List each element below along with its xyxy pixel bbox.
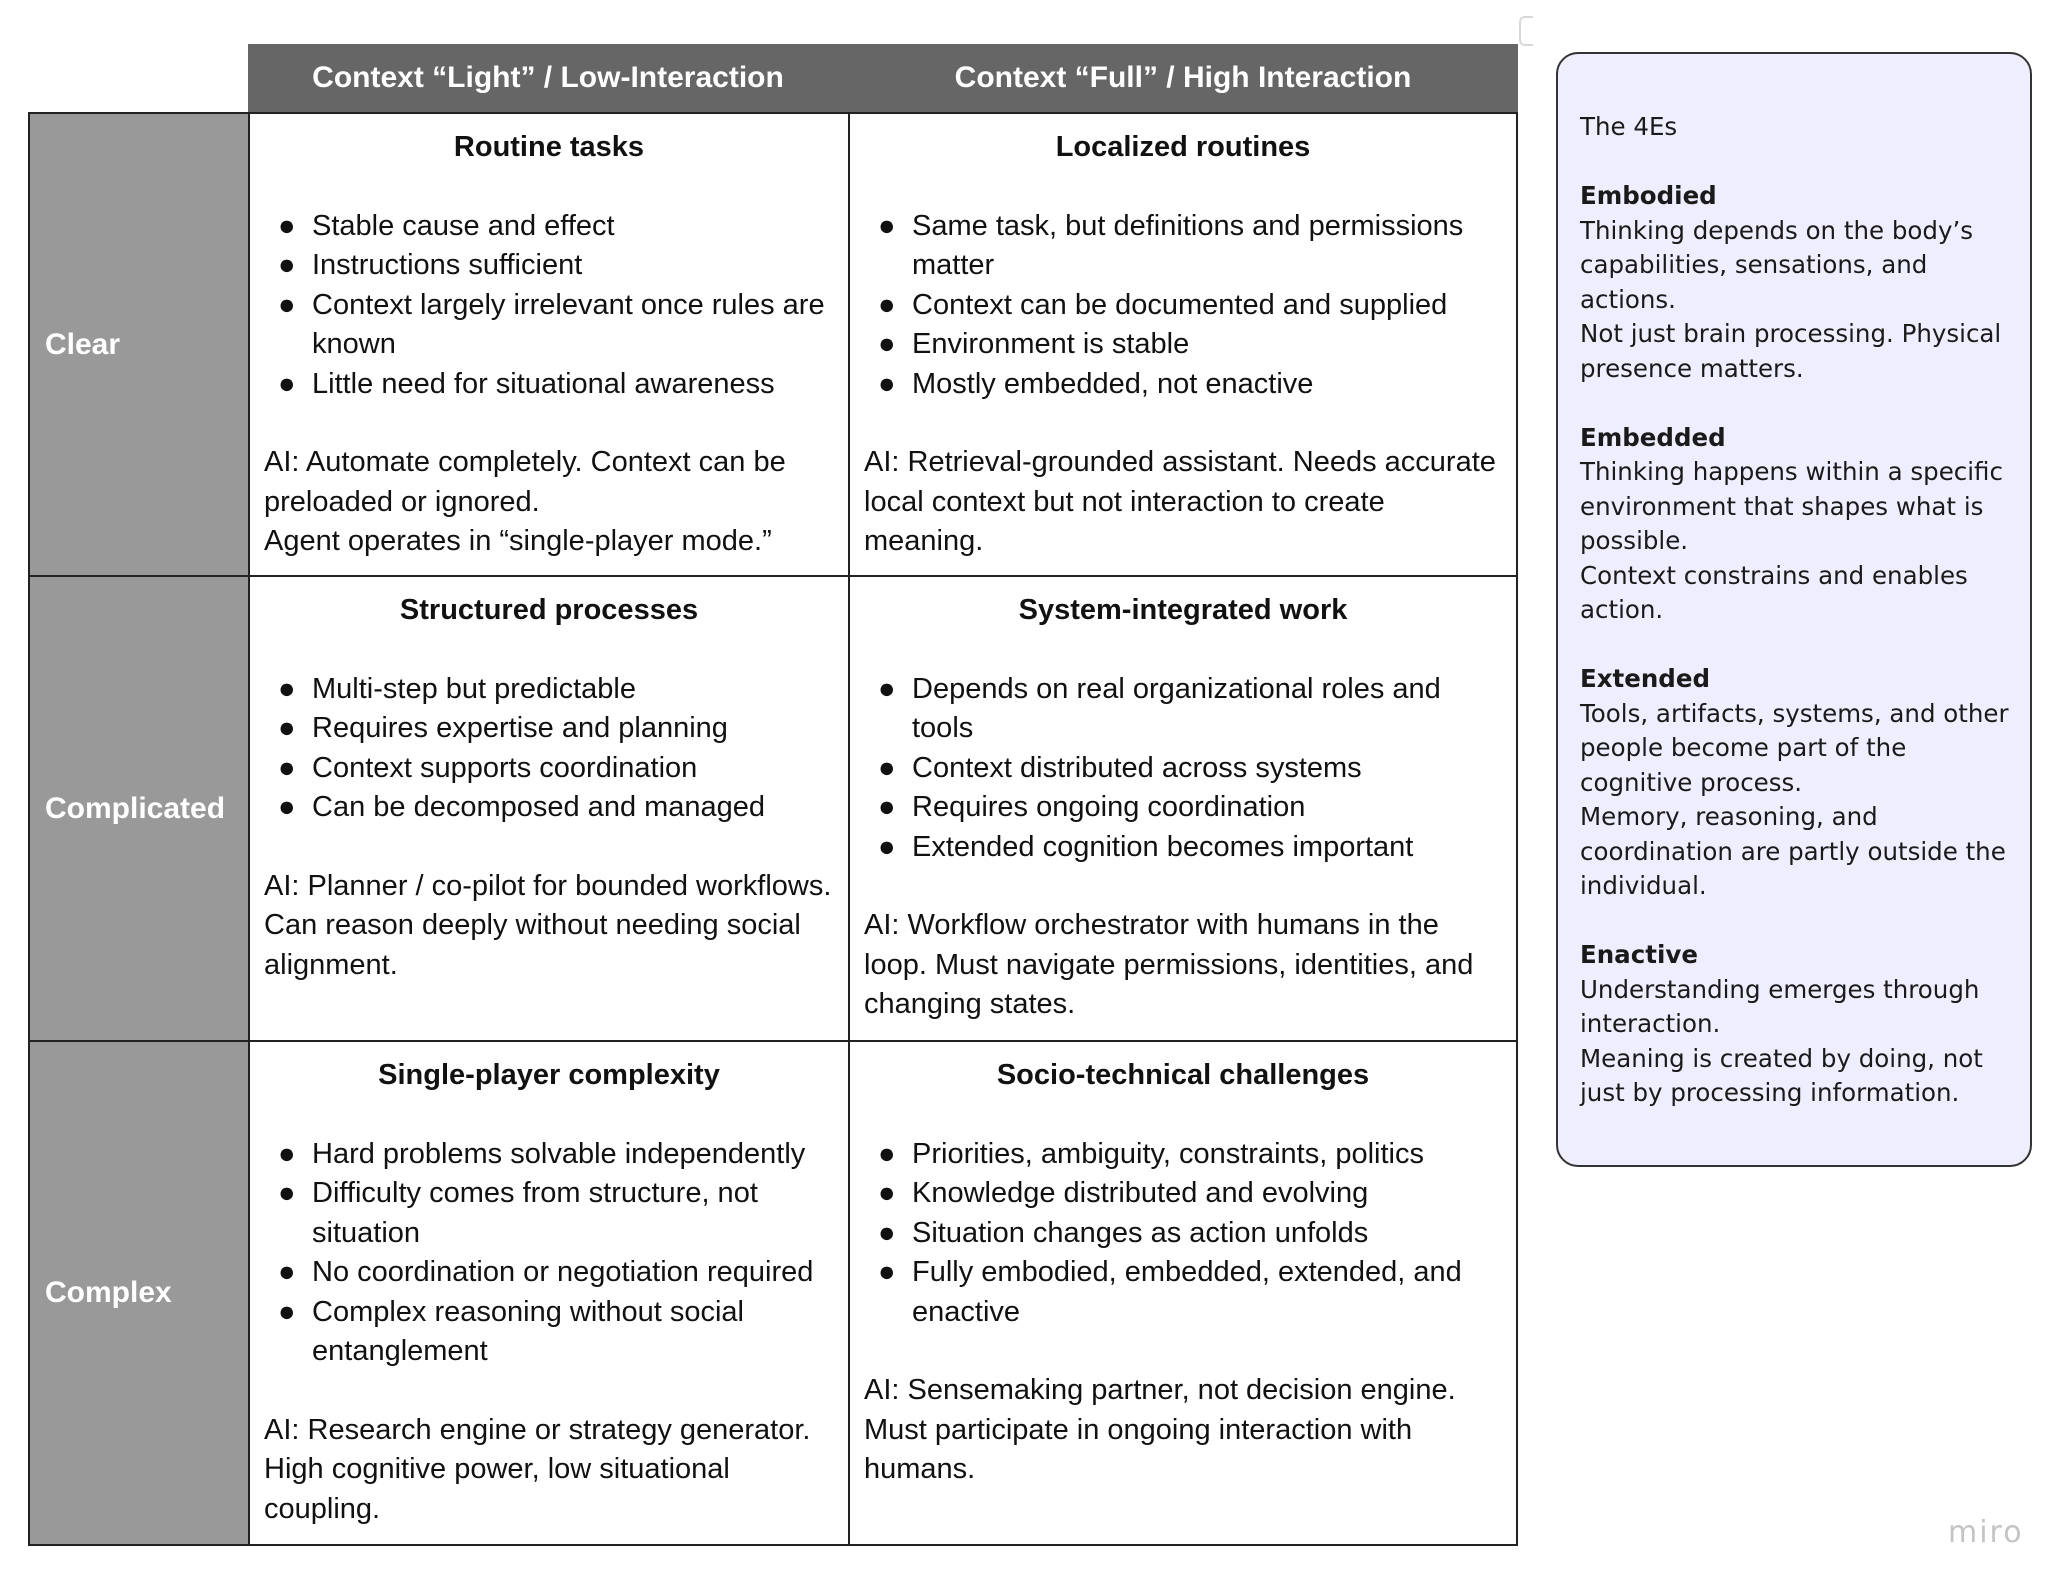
- bullet-dot-icon: ●: [278, 1177, 296, 1209]
- matrix-table: [28, 44, 1518, 1546]
- note-section-enactive: [1580, 938, 2010, 1111]
- bullet-item: [264, 207, 834, 247]
- bullet-list: [264, 670, 834, 828]
- bullet-list: [264, 207, 834, 405]
- bullet-dot-icon: ●: [878, 830, 896, 863]
- cell-title: Structured processes: [399, 594, 699, 626]
- bullet-item: [264, 749, 834, 789]
- bullet-dot-icon: ●: [878, 1256, 896, 1288]
- bullet-dot-icon: ●: [878, 751, 896, 784]
- bullet-list: [864, 670, 1502, 868]
- cell-title: System-integrated work: [1018, 594, 1348, 626]
- matrix-cell: [248, 577, 848, 1042]
- bullet-text: No coordination or negotiation required: [312, 1256, 814, 1288]
- bullet-text: Priorities, ambiguity, constraints, politics: [912, 1137, 1424, 1170]
- bullet-dot-icon: ●: [278, 1256, 296, 1288]
- cell-title: Localized routines: [1055, 131, 1311, 163]
- bullet-dot-icon: ●: [278, 751, 296, 784]
- bullet-item: [264, 286, 834, 365]
- bullet-text: Knowledge distributed and evolving: [912, 1177, 1369, 1209]
- note-section-line: Memory, reasoning, and coordination are partly outside the individual.: [1580, 802, 2006, 900]
- note-section-line: Thinking depends on the body’s capabilities, sensations, and actions.: [1580, 215, 1974, 314]
- bullet-text: Environment is stable: [912, 328, 1190, 360]
- matrix-cell: [848, 112, 1518, 577]
- note-title: The 4Es: [1580, 112, 1678, 141]
- ai-recommendation: AI: Workflow orchestrator with humans in the loop. Must navigate permissions, identities, and changing states.: [864, 909, 1474, 1020]
- note-section-line: Context constrains and enables action.: [1580, 560, 1968, 624]
- bullet-dot-icon: ●: [278, 1137, 296, 1170]
- bullet-item: [264, 1293, 834, 1372]
- bullet-text: Context largely irrelevant once rules are known: [312, 288, 825, 360]
- bullet-dot-icon: ●: [278, 367, 296, 400]
- ai-recommendation: AI: Sensemaking partner, not decision engine. Must participate in ongoing interaction with humans.: [864, 1374, 1456, 1485]
- four-es-note[interactable]: [1556, 52, 2032, 1167]
- bullet-item: [864, 1135, 1502, 1175]
- bullet-item: [864, 1174, 1502, 1214]
- bullet-list: [864, 207, 1502, 405]
- bullet-dot-icon: ●: [278, 1295, 296, 1328]
- ai-recommendation: AI: Research engine or strategy generator. High cognitive power, low situational coupling.: [264, 1413, 811, 1525]
- bullet-item: [864, 207, 1502, 286]
- bullet-item: [864, 1253, 1502, 1332]
- note-section-heading: Embodied: [1580, 181, 1717, 210]
- bullet-dot-icon: ●: [278, 672, 296, 705]
- resize-handle[interactable]: [1519, 16, 1533, 46]
- bullet-dot-icon: ●: [878, 791, 896, 823]
- bullet-dot-icon: ●: [878, 672, 896, 705]
- note-section-extended: [1580, 662, 2010, 904]
- note-section-line: Thinking happens within a specific environment that shapes what is possible.: [1580, 457, 2003, 555]
- bullet-dot-icon: ●: [878, 209, 896, 242]
- bullet-item: [864, 670, 1502, 749]
- bullet-list: [264, 1135, 834, 1372]
- note-section-embedded: [1580, 421, 2010, 628]
- bullet-text: Context distributed across systems: [912, 751, 1362, 784]
- bullet-dot-icon: ●: [878, 367, 896, 400]
- bullet-item: [864, 1214, 1502, 1254]
- matrix-cell: [848, 1042, 1518, 1546]
- bullet-item: [864, 286, 1502, 326]
- bullet-item: [264, 1253, 834, 1293]
- bullet-item: [864, 749, 1502, 789]
- column-header-light: Context “Light” / Low-Interaction: [248, 44, 848, 112]
- bullet-dot-icon: ●: [878, 1137, 896, 1170]
- bullet-item: [864, 788, 1502, 828]
- bullet-text: Instructions sufficient: [312, 249, 583, 281]
- ai-recommendation: AI: Planner / co-pilot for bounded workflows. Can reason deeply without needing social alignment.: [264, 869, 832, 981]
- matrix-corner: [28, 44, 248, 112]
- bullet-text: Context supports coordination: [312, 751, 698, 784]
- cell-title: Routine tasks: [453, 131, 645, 163]
- note-section-heading: Embedded: [1580, 422, 1726, 452]
- bullet-text: Context can be documented and supplied: [912, 288, 1448, 321]
- bullet-text: Mostly embedded, not enactive: [912, 367, 1314, 400]
- bullet-text: Stable cause and effect: [312, 209, 615, 242]
- bullet-dot-icon: ●: [278, 249, 296, 281]
- bullet-dot-icon: ●: [878, 1216, 896, 1249]
- bullet-item: [264, 788, 834, 828]
- bullet-item: [264, 1135, 834, 1175]
- bullet-text: Difficulty comes from structure, not situation: [312, 1177, 758, 1249]
- row-header-clear: Clear: [28, 112, 248, 577]
- ai-recommendation: AI: Automate completely. Context can be preloaded or ignored.: [264, 446, 786, 518]
- column-header-full: Context “Full” / High Interaction: [848, 44, 1518, 112]
- bullet-item: [864, 325, 1502, 365]
- note-section-line: Meaning is created by doing, not just by processing information.: [1580, 1043, 1983, 1107]
- bullet-item: [264, 365, 834, 405]
- bullet-text: Little need for situational awareness: [312, 367, 775, 400]
- bullet-text: Fully embodied, embedded, extended, and enactive: [912, 1256, 1462, 1328]
- row-header-complicated: Complicated: [28, 577, 248, 1042]
- bullet-text: Can be decomposed and managed: [312, 791, 766, 823]
- matrix-cell: [248, 112, 848, 577]
- note-section-line: Tools, artifacts, systems, and other people become part of the cognitive process.: [1580, 698, 2009, 797]
- bullet-dot-icon: ●: [878, 1177, 896, 1209]
- bullet-dot-icon: ●: [278, 791, 296, 823]
- bullet-dot-icon: ●: [278, 288, 296, 321]
- bullet-item: [264, 670, 834, 710]
- bullet-text: Depends on real organizational roles and tools: [912, 672, 1441, 744]
- bullet-text: Requires expertise and planning: [312, 712, 728, 744]
- bullet-text: Extended cognition becomes important: [912, 830, 1414, 863]
- bullet-item: [264, 1174, 834, 1253]
- cell-title: Single-player complexity: [378, 1059, 720, 1091]
- bullet-text: Complex reasoning without social entanglement: [312, 1295, 744, 1367]
- bullet-dot-icon: ●: [278, 209, 296, 242]
- note-section-line: Not just brain processing. Physical presence matters.: [1580, 319, 2002, 383]
- note-section-line: Understanding emerges through interaction.: [1580, 974, 1980, 1038]
- note-section-heading: Extended: [1580, 664, 1711, 693]
- bullet-item: [264, 709, 834, 749]
- bullet-item: [264, 246, 834, 286]
- bullet-dot-icon: ●: [278, 712, 296, 744]
- bullet-item: [864, 828, 1502, 868]
- ai-recommendation: AI: Retrieval-grounded assistant. Needs accurate local context but not interaction to create meaning.: [864, 446, 1496, 557]
- bullet-text: Situation changes as action unfolds: [912, 1216, 1369, 1249]
- row-header-complex: Complex: [28, 1042, 248, 1546]
- bullet-text: Same task, but definitions and permissions matter: [912, 209, 1464, 281]
- ai-recommendation-extra: Agent operates in “single-player mode.”: [264, 525, 772, 557]
- bullet-dot-icon: ●: [878, 288, 896, 321]
- miro-watermark: miro: [1948, 1515, 2024, 1550]
- matrix-cell: [848, 577, 1518, 1042]
- note-section-embodied: [1580, 179, 2010, 386]
- cell-title: Socio-technical challenges: [996, 1059, 1370, 1091]
- bullet-list: [864, 1135, 1502, 1333]
- matrix-cell: [248, 1042, 848, 1546]
- bullet-text: Hard problems solvable independently: [312, 1137, 806, 1170]
- note-section-heading: Enactive: [1580, 940, 1698, 969]
- bullet-dot-icon: ●: [878, 328, 896, 360]
- bullet-text: Requires ongoing coordination: [912, 791, 1306, 823]
- bullet-item: [864, 365, 1502, 405]
- bullet-text: Multi-step but predictable: [312, 672, 636, 705]
